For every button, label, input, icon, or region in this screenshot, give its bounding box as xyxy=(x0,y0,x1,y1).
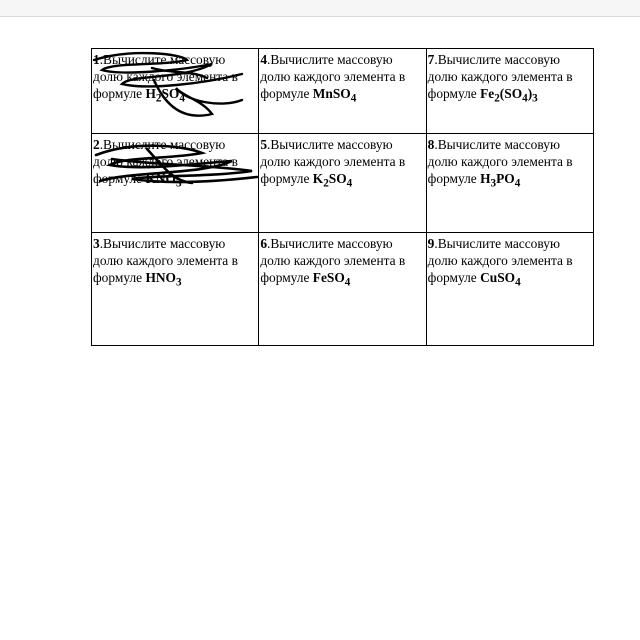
task-number: 3 xyxy=(93,236,100,251)
task-text: .Вычислите массовую долю каждого элемента в формуле xyxy=(427,137,573,186)
task-text: .Вычислите массовую долю каждого элемента в формуле xyxy=(260,137,406,186)
task-cell xyxy=(426,134,593,233)
task-number: 5 xyxy=(260,137,268,152)
task-text: .Вычислите массовую долю каждого элемента в формуле xyxy=(260,236,406,285)
chemical-formula: $H_3PO_4$ xyxy=(480,171,521,190)
chemical-formula: $HNO_3$ xyxy=(145,270,182,289)
task-text: .Вычислите массовую долю каждого элемента в формуле xyxy=(93,137,238,186)
task-number: 8 xyxy=(427,137,435,152)
task-text: .Вычислите массовую долю каждого элемента в формуле xyxy=(260,52,406,101)
chemical-formula: $Fe_2(SO_4)_3$ xyxy=(480,86,538,105)
viewer-toolbar xyxy=(0,0,640,17)
table-row xyxy=(92,233,594,346)
task-number: 9 xyxy=(427,236,435,251)
task-cell xyxy=(92,134,259,233)
chemical-formula: $K_2SO_4$ xyxy=(312,171,353,190)
chemical-formula: MnSO$_4$ xyxy=(312,86,357,105)
task-number: 2 xyxy=(93,137,100,152)
task-cell xyxy=(426,233,593,346)
tasks-table xyxy=(91,48,594,346)
task-cell xyxy=(259,49,426,134)
chemical-formula: FeSO$_4$ xyxy=(312,270,351,289)
table-row xyxy=(92,134,594,233)
task-number: 4 xyxy=(260,52,268,67)
task-cell xyxy=(426,49,593,134)
task-number: 7 xyxy=(427,52,435,67)
task-cell xyxy=(92,49,259,134)
task-text: .Вычислите массовую долю каждого элемента в формуле xyxy=(93,52,238,101)
task-text: .Вычислите массовую долю каждого элемента в формуле xyxy=(427,236,573,285)
task-text: .Вычислите массовую долю каждого элемента в формуле xyxy=(93,236,238,285)
task-number: 6 xyxy=(260,236,268,251)
chemical-formula: $H_2SO_4$ xyxy=(145,86,185,105)
chemical-formula: CuSO$_4$ xyxy=(480,270,521,289)
chemical-formula: $KNO_3$ xyxy=(145,171,182,190)
task-cell xyxy=(259,233,426,346)
task-cell xyxy=(92,233,259,346)
table-row xyxy=(92,49,594,134)
task-text: .Вычислите массовую долю каждого элемента в формуле xyxy=(427,52,573,101)
task-number: 1 xyxy=(93,52,100,67)
task-cell xyxy=(259,134,426,233)
